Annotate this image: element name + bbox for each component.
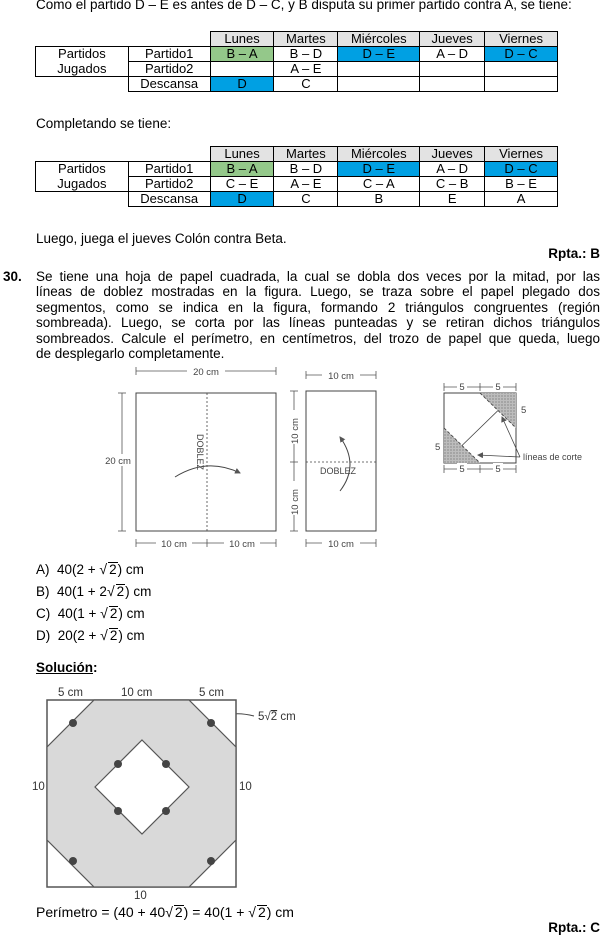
- solution-heading: Solución:: [36, 660, 98, 675]
- group-label: Partidos: [36, 47, 129, 62]
- completing-text: Completando se tiene:: [36, 116, 172, 131]
- dim-label: 10 cm: [290, 418, 301, 444]
- group-label: Jugados: [36, 62, 129, 77]
- question-line: segmentos, como se indica en la figura, formando 2 triángulos congruentes (región: [36, 299, 600, 315]
- table-cell: D – C: [485, 162, 558, 177]
- figure-square: [101, 365, 276, 550]
- day-header: Martes: [274, 147, 338, 162]
- figure-folded-square: [435, 381, 582, 475]
- row-label: Partido1: [128, 47, 210, 62]
- table-cell: B – A: [210, 47, 274, 62]
- schedule-table-2: [35, 146, 558, 207]
- dim-label: 5: [459, 382, 465, 393]
- question-line: líneas de doblez mostradas en la figura. Luego, se traza sobre el papel plegado dos: [36, 284, 600, 300]
- option-b: B) 40(1 + 2√ 2) cm: [36, 583, 152, 599]
- cut-lines-label: líneas de corte: [523, 452, 583, 462]
- day-header: Martes: [274, 32, 338, 47]
- question-number: 30.: [3, 269, 22, 284]
- table-cell: [338, 77, 420, 92]
- table-cell: E: [420, 192, 485, 207]
- sol-label: 10: [134, 890, 147, 902]
- table-cell: C – A: [338, 177, 420, 192]
- sol-label: 10: [32, 781, 45, 793]
- row-label: Partido1: [128, 162, 210, 177]
- conclusion-text: Luego, juega el jueves Colón contra Beta.: [36, 231, 287, 246]
- table-cell: B – D: [274, 162, 338, 177]
- sol-label: 10: [239, 781, 252, 793]
- row-label: Descansa: [128, 77, 210, 92]
- dim-label: 10 cm: [328, 539, 354, 550]
- table-cell: [338, 62, 420, 77]
- dim-label: 5: [495, 382, 501, 393]
- table-cell: D – E: [338, 47, 420, 62]
- dim-label: 5: [459, 464, 465, 475]
- dim-label: 10 cm: [161, 539, 187, 550]
- intro-text: Como el partido D – E es antes de D – C, y B disputa su primer partido contra A, se tiene:: [36, 0, 572, 12]
- dim-label: 10 cm: [290, 489, 301, 515]
- day-header: Lunes: [210, 32, 274, 47]
- option-d: D) 20(2 + √ 2) cm: [36, 627, 145, 643]
- group-label: Jugados: [36, 177, 129, 192]
- table-cell: [420, 77, 485, 92]
- group-label: Partidos: [36, 162, 129, 177]
- table-cell: C – B: [420, 177, 485, 192]
- table-cell: B – E: [485, 177, 558, 192]
- row-label: Descansa: [128, 192, 210, 207]
- sol-label: 10 cm: [121, 687, 153, 699]
- dim-label: 10 cm: [229, 539, 255, 550]
- fold-figures: [0, 365, 600, 555]
- perimeter-formula: Perímetro = (40 + 40√ 2) = 40(1 + √ 2) cm: [36, 904, 294, 920]
- table-cell: D: [210, 192, 274, 207]
- schedule-table-1: [35, 31, 558, 92]
- sol-label: 5 cm: [58, 687, 83, 699]
- sol-label: 5 cm: [199, 687, 224, 699]
- question-line: de desplegarlo completamente.: [36, 346, 225, 362]
- sol-diag-label: 5√2 cm: [258, 711, 296, 723]
- table-cell: [485, 62, 558, 77]
- table-cell: D – C: [485, 47, 558, 62]
- option-c: C) 40(1 + √ 2) cm: [36, 605, 145, 621]
- table-cell: C: [274, 192, 338, 207]
- answer-2: Rpta.: C: [548, 920, 600, 935]
- question-line: Se tiene una hoja de papel cuadrada, la cual se dobla dos veces por la mitad, por las: [36, 269, 600, 284]
- dim-label: 20 cm: [105, 456, 131, 467]
- table-cell: C: [274, 77, 338, 92]
- table-cell: A – D: [420, 162, 485, 177]
- table-cell: A – E: [274, 62, 338, 77]
- answer-1: Rpta.: B: [548, 246, 600, 261]
- question-text: [36, 269, 600, 361]
- dim-label: 5: [521, 405, 527, 416]
- fold-label: DOBLEZ: [320, 466, 357, 476]
- table-cell: [485, 77, 558, 92]
- table-cell: [210, 62, 274, 77]
- table-cell: D – E: [338, 162, 420, 177]
- table-cell: A – E: [274, 177, 338, 192]
- dim-label: 10 cm: [328, 371, 354, 382]
- fold-label: DOBLEZ: [195, 434, 205, 471]
- table-cell: B – D: [274, 47, 338, 62]
- question-line: sombreados. Calcule el perímetro, en centímetros, del trozo de papel que queda, luego: [36, 330, 600, 346]
- dim-label: 5: [435, 442, 441, 453]
- day-header: Jueves: [420, 32, 485, 47]
- table-cell: [420, 62, 485, 77]
- day-header: Viernes: [485, 32, 558, 47]
- day-header: Lunes: [210, 147, 274, 162]
- option-a: A) 40(2 + √ 2) cm: [36, 561, 144, 577]
- dim-label: 5: [495, 464, 501, 475]
- row-label: Partido2: [128, 177, 210, 192]
- table-cell: A – D: [420, 47, 485, 62]
- table-cell: C – E: [210, 177, 274, 192]
- table-cell: D: [210, 77, 274, 92]
- day-header: Miércoles: [338, 32, 420, 47]
- dim-label: 20 cm: [193, 367, 219, 378]
- day-header: Jueves: [420, 147, 485, 162]
- table-cell: B: [338, 192, 420, 207]
- day-header: Miércoles: [338, 147, 420, 162]
- question-line: sombreada). Luego, se corta por las líneas punteadas y se retiran dichos triángulos: [36, 315, 600, 331]
- day-header: Viernes: [485, 147, 558, 162]
- table-cell: B – A: [210, 162, 274, 177]
- solution-figure: [0, 680, 600, 902]
- table-cell: A: [485, 192, 558, 207]
- row-label: Partido2: [128, 62, 210, 77]
- figure-rectangle: [289, 369, 376, 550]
